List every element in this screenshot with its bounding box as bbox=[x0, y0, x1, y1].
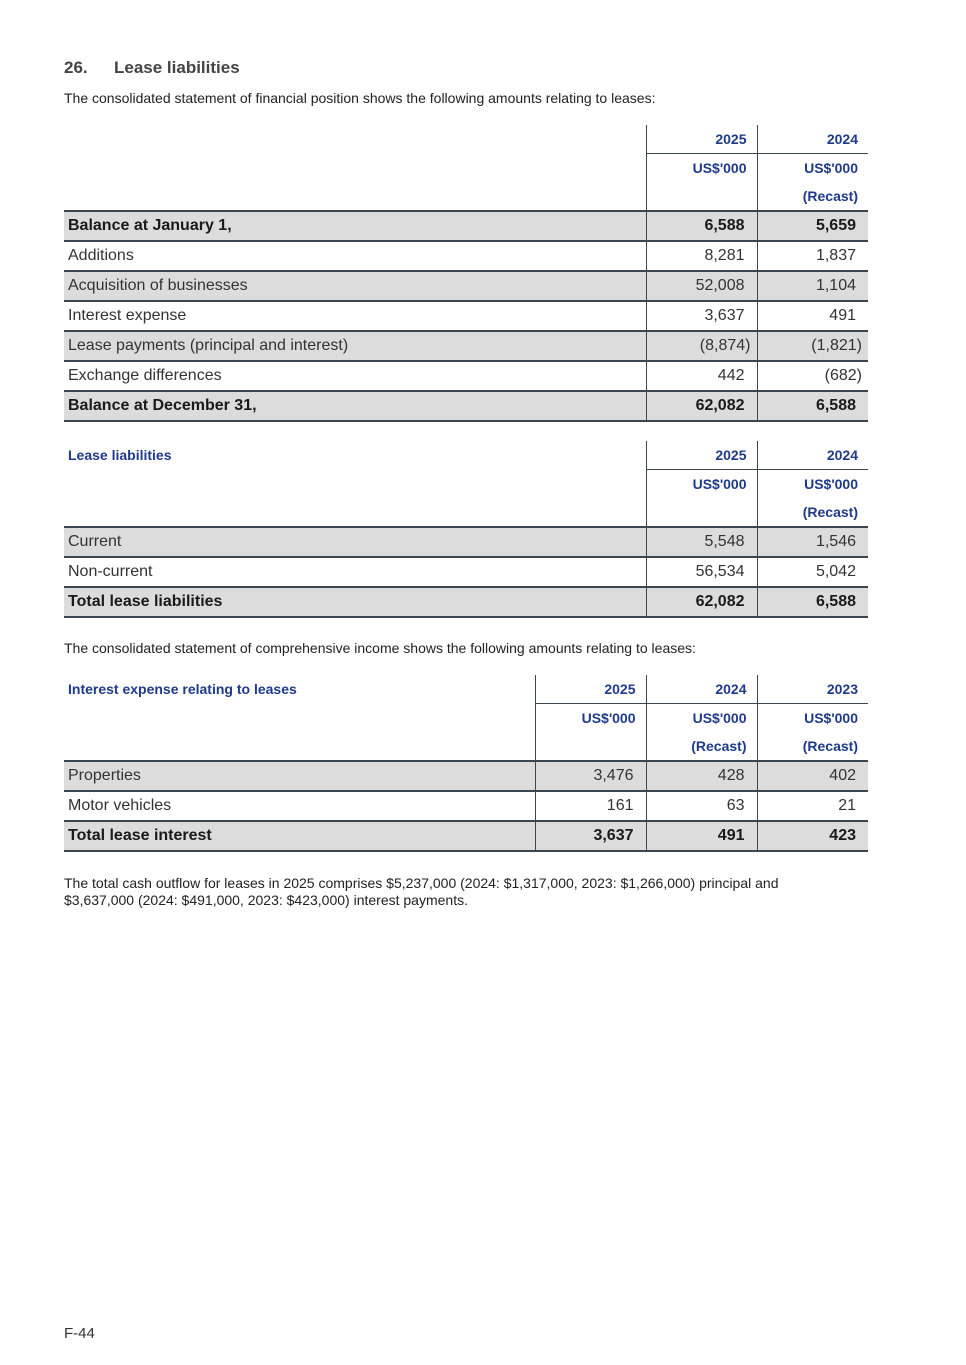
cash-outflow-line-1: The total cash outflow for leases in 2025 comprises $5,237,000 (2024: $1,317,000, 2023: $1,266,000) principal and bbox=[64, 875, 779, 891]
table-row bbox=[64, 587, 868, 617]
col-unit-2025: US$'000 bbox=[535, 704, 646, 733]
col-recast-2024: (Recast) bbox=[757, 182, 868, 211]
cash-outflow-line-2: $3,637,000 (2024: $491,000, 2023: $423,000) interest payments. bbox=[64, 892, 468, 908]
row-label: Properties bbox=[64, 761, 535, 791]
table-title: Lease liabilities bbox=[68, 447, 172, 464]
row-label: Lease payments (principal and interest) bbox=[64, 331, 646, 361]
table-row bbox=[64, 527, 868, 557]
row-label: Balance at December 31, bbox=[64, 391, 646, 421]
col-header-2025: 2025 bbox=[535, 675, 646, 704]
row-value-2024: 5,659 bbox=[757, 211, 868, 241]
col-header-2024: 2024 bbox=[646, 675, 757, 704]
col-unit-2025: US$'000 bbox=[646, 154, 757, 183]
row-value-2025: 52,008 bbox=[646, 271, 757, 301]
col-recast-2023: (Recast) bbox=[757, 732, 868, 761]
table-row bbox=[64, 557, 868, 587]
row-value-2025: 56,534 bbox=[646, 557, 757, 587]
col-unit-2024: US$'000 bbox=[757, 470, 868, 499]
table-row bbox=[64, 791, 868, 821]
row-label: Interest expense bbox=[64, 301, 646, 331]
row-value-2024: 63 bbox=[646, 791, 757, 821]
row-value-2023: 21 bbox=[757, 791, 868, 821]
section-number: 26. bbox=[64, 58, 88, 77]
table-row bbox=[64, 331, 868, 361]
row-label: Motor vehicles bbox=[64, 791, 535, 821]
row-value-2025: 62,082 bbox=[646, 391, 757, 421]
row-value-2024: 1,546 bbox=[757, 527, 868, 557]
row-label: Total lease interest bbox=[64, 821, 535, 851]
row-value-2024: 5,042 bbox=[757, 557, 868, 587]
row-value-2024: 491 bbox=[757, 301, 868, 331]
row-value-2025: (8,874) bbox=[646, 331, 757, 361]
row-value-2024: 1,104 bbox=[757, 271, 868, 301]
row-value-2025: 6,588 bbox=[646, 211, 757, 241]
table-row bbox=[64, 821, 868, 851]
row-value-2024: 6,588 bbox=[757, 391, 868, 421]
intro-income-text: The consolidated statement of comprehensive income shows the following amounts relating to leases: bbox=[64, 640, 696, 656]
row-label: Current bbox=[64, 527, 646, 557]
col-header-2025: 2025 bbox=[646, 125, 757, 154]
lease-liabilities-table bbox=[64, 441, 868, 618]
row-label: Total lease liabilities bbox=[64, 587, 646, 617]
row-label: Exchange differences bbox=[64, 361, 646, 391]
col-unit-2023: US$'000 bbox=[757, 704, 868, 733]
row-value-2024: 428 bbox=[646, 761, 757, 791]
table-row bbox=[64, 761, 868, 791]
table-row bbox=[64, 391, 868, 421]
row-value-2025: 3,476 bbox=[535, 761, 646, 791]
row-label: Non-current bbox=[64, 557, 646, 587]
table-header-label bbox=[64, 125, 646, 154]
row-value-2023: 402 bbox=[757, 761, 868, 791]
row-value-2024: 6,588 bbox=[757, 587, 868, 617]
row-value-2024: 491 bbox=[646, 821, 757, 851]
row-value-2024: (682) bbox=[757, 361, 868, 391]
table-row bbox=[64, 361, 868, 391]
row-value-2025: 3,637 bbox=[646, 301, 757, 331]
section-title: Lease liabilities bbox=[114, 58, 240, 77]
row-value-2023: 423 bbox=[757, 821, 868, 851]
row-value-2024: 1,837 bbox=[757, 241, 868, 271]
col-header-2023: 2023 bbox=[757, 675, 868, 704]
row-value-2024: (1,821) bbox=[757, 331, 868, 361]
row-value-2025: 3,637 bbox=[535, 821, 646, 851]
table-row bbox=[64, 211, 868, 241]
table-row bbox=[64, 301, 868, 331]
section-heading bbox=[64, 58, 240, 78]
row-value-2025: 442 bbox=[646, 361, 757, 391]
row-label: Additions bbox=[64, 241, 646, 271]
row-value-2025: 5,548 bbox=[646, 527, 757, 557]
table-row bbox=[64, 241, 868, 271]
col-header-2024: 2024 bbox=[757, 125, 868, 154]
table-row bbox=[64, 271, 868, 301]
intro-position-text: The consolidated statement of financial position shows the following amounts relating to leases: bbox=[64, 90, 656, 106]
col-header-2024: 2024 bbox=[757, 441, 868, 470]
col-header-2025: 2025 bbox=[646, 441, 757, 470]
row-value-2025: 161 bbox=[535, 791, 646, 821]
col-recast-2024: (Recast) bbox=[646, 732, 757, 761]
row-label: Balance at January 1, bbox=[64, 211, 646, 241]
col-unit-2025: US$'000 bbox=[646, 470, 757, 499]
page-number: F-44 bbox=[64, 1325, 95, 1342]
col-unit-2024: US$'000 bbox=[646, 704, 757, 733]
lease-movement-table bbox=[64, 125, 868, 422]
col-unit-2024: US$'000 bbox=[757, 154, 868, 183]
row-label: Acquisition of businesses bbox=[64, 271, 646, 301]
table-title: Interest expense relating to leases bbox=[68, 681, 297, 698]
interest-expense-table bbox=[64, 675, 868, 852]
col-recast-2024: (Recast) bbox=[757, 498, 868, 527]
row-value-2025: 8,281 bbox=[646, 241, 757, 271]
row-value-2025: 62,082 bbox=[646, 587, 757, 617]
